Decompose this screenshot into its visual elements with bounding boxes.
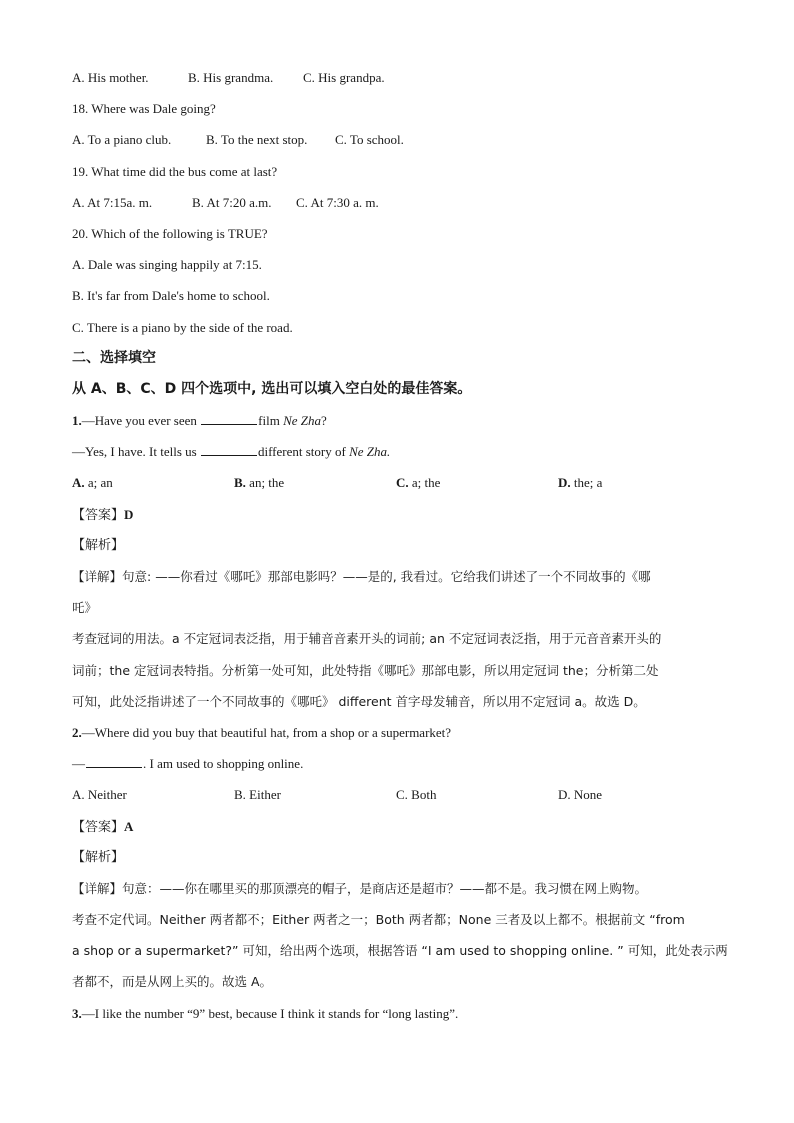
q1-option-c: [396, 467, 440, 498]
q1-option-d: [558, 467, 602, 498]
q2-detail-text1: 句意：——你在哪里买的那顶漂亮的帽子，是商店还是超市？——都不是。我习惯在网上购物。: [122, 880, 648, 896]
q2-answer-value: A: [124, 818, 134, 834]
q2-option-c-text: Both: [407, 787, 437, 803]
q2-dash: —: [72, 756, 85, 772]
q19-options: [72, 187, 732, 218]
q2-answer-label: 【答案】: [72, 819, 125, 835]
q2-number: 2.: [72, 724, 82, 740]
q2-line1: [72, 717, 732, 748]
q1-detail-line1: [72, 561, 732, 592]
q1-number: 1.: [72, 413, 82, 429]
q19-option-a: A. At 7:15a. m.: [72, 194, 153, 210]
q20-question: 20. Which of the following is TRUE?: [72, 225, 268, 241]
q1-detail-line5: 可知，此处泛指讲述了一个不同故事的《哪吒》 different 首字母发辅音，所以用不定冠词 a。故选 D。: [72, 693, 646, 709]
q17-option-c: C. His grandpa.: [303, 70, 385, 85]
q1-option-c-letter: C.: [396, 475, 409, 491]
q1-text-mid: film: [258, 413, 284, 429]
q2-detail-label: 【详解】: [72, 880, 123, 896]
q2-text: —Where did you buy that beautiful hat, from a shop or a supermarket?: [81, 724, 452, 740]
q1-option-b: [234, 467, 284, 498]
q1-detail-label: 【详解】: [72, 569, 123, 584]
q19-question: 19. What time did the bus come at last?: [72, 163, 278, 179]
q2-detail-line1: [72, 873, 732, 904]
document-page: [72, 62, 732, 1029]
q1-option-d-text: the; a: [570, 475, 603, 491]
q2-option-b-letter: B.: [234, 787, 246, 803]
q3-text: —I like the number “9” best, because I think it stands for “long lasting”.: [81, 1005, 459, 1021]
q1-line2-mid: different story of: [257, 444, 350, 460]
q2-analysis-label: 【解析】: [72, 849, 125, 865]
q1-line2-title: Ne Zha.: [349, 444, 391, 460]
q1-option-b-text: an; the: [245, 475, 285, 491]
q1-line1: [72, 405, 732, 436]
q1-film-title: Ne Zha: [283, 413, 321, 429]
q2-detail-line3: a shop or a supermarket?” 可知，给出两个选项，根据答语 “I am used to shopping online. ” 可知，此处表示两: [72, 943, 728, 959]
q1-option-a: [72, 467, 113, 498]
q2-line2-text: . I am used to shopping online.: [143, 756, 304, 772]
q3-line1: [72, 998, 732, 1029]
q2-line2: [72, 748, 732, 779]
q2-options: [72, 779, 732, 810]
q1-option-b-letter: B.: [234, 475, 246, 491]
q17-option-a: A. His mother.: [72, 70, 149, 85]
q1-blank-2: [201, 444, 257, 456]
q17-options: [72, 62, 732, 93]
q2-option-c-letter: C.: [396, 787, 408, 803]
q1-option-a-letter: A.: [72, 475, 85, 491]
q18-question: 18. Where was Dale going?: [72, 101, 216, 117]
q1-blank-1: [201, 413, 257, 425]
q18-option-b: B. To the next stop.: [206, 132, 308, 148]
q20-option-b: B. It's far from Dale's home to school.: [72, 288, 270, 304]
q19-option-b: B. At 7:20 a.m.: [192, 194, 272, 210]
q1-option-a-text: a; an: [84, 475, 113, 491]
q2-option-b-text: Either: [245, 787, 281, 803]
q2-option-b: [234, 779, 281, 810]
q2-option-d-text: None: [570, 787, 603, 803]
q19-option-c: C. At 7:30 a. m.: [296, 194, 379, 210]
q1-detail-text1: 句意: ——你看过《哪吒》那部电影吗？——是的, 我看过。它给我们讲述了一个不同故事的《哪: [122, 569, 651, 584]
q1-line2-text: —Yes, I have. It tells us: [72, 444, 200, 460]
q1-answer-value: D: [124, 506, 134, 522]
q1-line2: [72, 436, 732, 467]
q2-blank: [86, 756, 142, 768]
q1-detail-line4: 词前；the 定冠词表特指。分析第一处可知，此处特指《哪吒》那部电影，所以用定冠词 the；分析第二处: [72, 662, 659, 678]
q2-option-a-letter: A.: [72, 787, 85, 803]
q2-answer: [72, 811, 732, 842]
q1-text-end: ?: [321, 413, 327, 429]
q18-options: [72, 124, 732, 155]
q2-option-a: [72, 779, 127, 810]
q1-options: [72, 467, 732, 498]
q2-option-d: [558, 779, 602, 810]
q1-detail-line3: 考查冠词的用法。a 不定冠词表泛指，用于辅音音素开头的词前; an 不定冠词表泛指，用于元音音素开头的: [72, 631, 662, 647]
q20-option-c: C. There is a piano by the side of the road.: [72, 319, 293, 335]
q20-option-a: A. Dale was singing happily at 7:15.: [72, 257, 262, 273]
q18-option-c: C. To school.: [335, 132, 404, 148]
q17-option-b: B. His grandma.: [188, 70, 274, 85]
q1-text: —Have you ever seen: [81, 413, 201, 429]
q1-option-d-letter: D.: [558, 475, 571, 491]
q3-number: 3.: [72, 1005, 82, 1021]
q2-detail-line2: 考查不定代词。Neither 两者都不；Either 两者之一；Both 两者都；None 三者及以上都不。根据前文 “from: [72, 912, 685, 928]
q1-answer-label: 【答案】: [72, 507, 125, 523]
q2-option-a-text: Neither: [84, 787, 127, 803]
q1-detail-line2: 吒》: [72, 600, 98, 616]
q2-option-c: [396, 779, 436, 810]
q18-option-a: A. To a piano club.: [72, 132, 172, 148]
q1-answer: [72, 499, 732, 530]
section-instruction: 从 A、B、C、D 四个选项中, 选出可以填入空白处的最佳答案。: [72, 380, 472, 397]
q2-option-d-letter: D.: [558, 787, 571, 803]
q2-detail-line4: 者都不，而是从网上买的。故选 A。: [72, 974, 273, 990]
q1-analysis-label: 【解析】: [72, 537, 125, 553]
q1-option-c-text: a; the: [408, 475, 441, 491]
section-title: 二、选择填空: [72, 349, 156, 366]
